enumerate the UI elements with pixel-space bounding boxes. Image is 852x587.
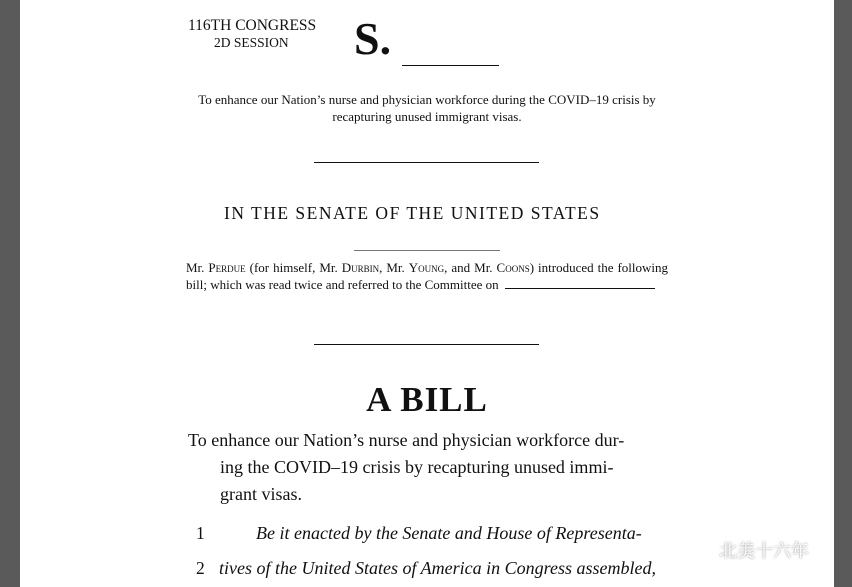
intro-text: ) introduced the following bill; which was read twice and referred to the Committee on <box>186 260 669 292</box>
date-blank-rule <box>354 250 500 251</box>
long-title <box>188 427 666 508</box>
divider-rule <box>314 162 539 163</box>
line-number: 2 <box>196 558 205 578</box>
intro-text: , and Mr. <box>444 260 493 275</box>
intro-text: (for himself, Mr. <box>249 260 338 275</box>
long-title-line: To enhance our Nation’s nurse and physician workforce dur- <box>188 430 625 450</box>
long-title-line: ing the COVID–19 crisis by recapturing unused immi- <box>220 457 614 477</box>
session-label: 2D SESSION <box>214 35 289 50</box>
cosponsor-name: Coons <box>496 260 530 275</box>
long-title-line: grant visas. <box>220 484 302 504</box>
congress-label: 116TH CONGRESS <box>188 17 317 34</box>
watermark-text: 北美十六年 <box>719 541 809 562</box>
bill-number: S. <box>354 13 392 64</box>
cosponsor-name: Young <box>408 260 445 275</box>
intro-prefix: Mr. <box>186 260 205 275</box>
enacting-clause-line: Be it enacted by the Senate and House of Representa- <box>256 523 642 543</box>
sponsor-name: Perdue <box>208 260 246 275</box>
document-page <box>20 0 834 587</box>
introduction-paragraph <box>186 259 668 293</box>
divider-rule <box>314 344 539 345</box>
bill-heading: A BILL <box>366 380 488 419</box>
cosponsor-name: Durbin <box>341 260 380 275</box>
enacting-clause-line: tives of the United States of America in Congress assembled, <box>219 558 656 578</box>
bill-number-blank <box>402 65 499 66</box>
chamber-heading: IN THE SENATE OF THE UNITED STATES <box>224 203 601 223</box>
line-number: 1 <box>196 523 205 543</box>
purpose-summary: To enhance our Nation’s nurse and physician workforce during the COVID–19 crisis by recapturing unused immigrant visas. <box>198 92 656 124</box>
wechat-icon <box>683 537 713 563</box>
watermark <box>683 535 809 565</box>
committee-blank <box>505 278 655 289</box>
intro-text: , Mr. <box>379 260 405 275</box>
